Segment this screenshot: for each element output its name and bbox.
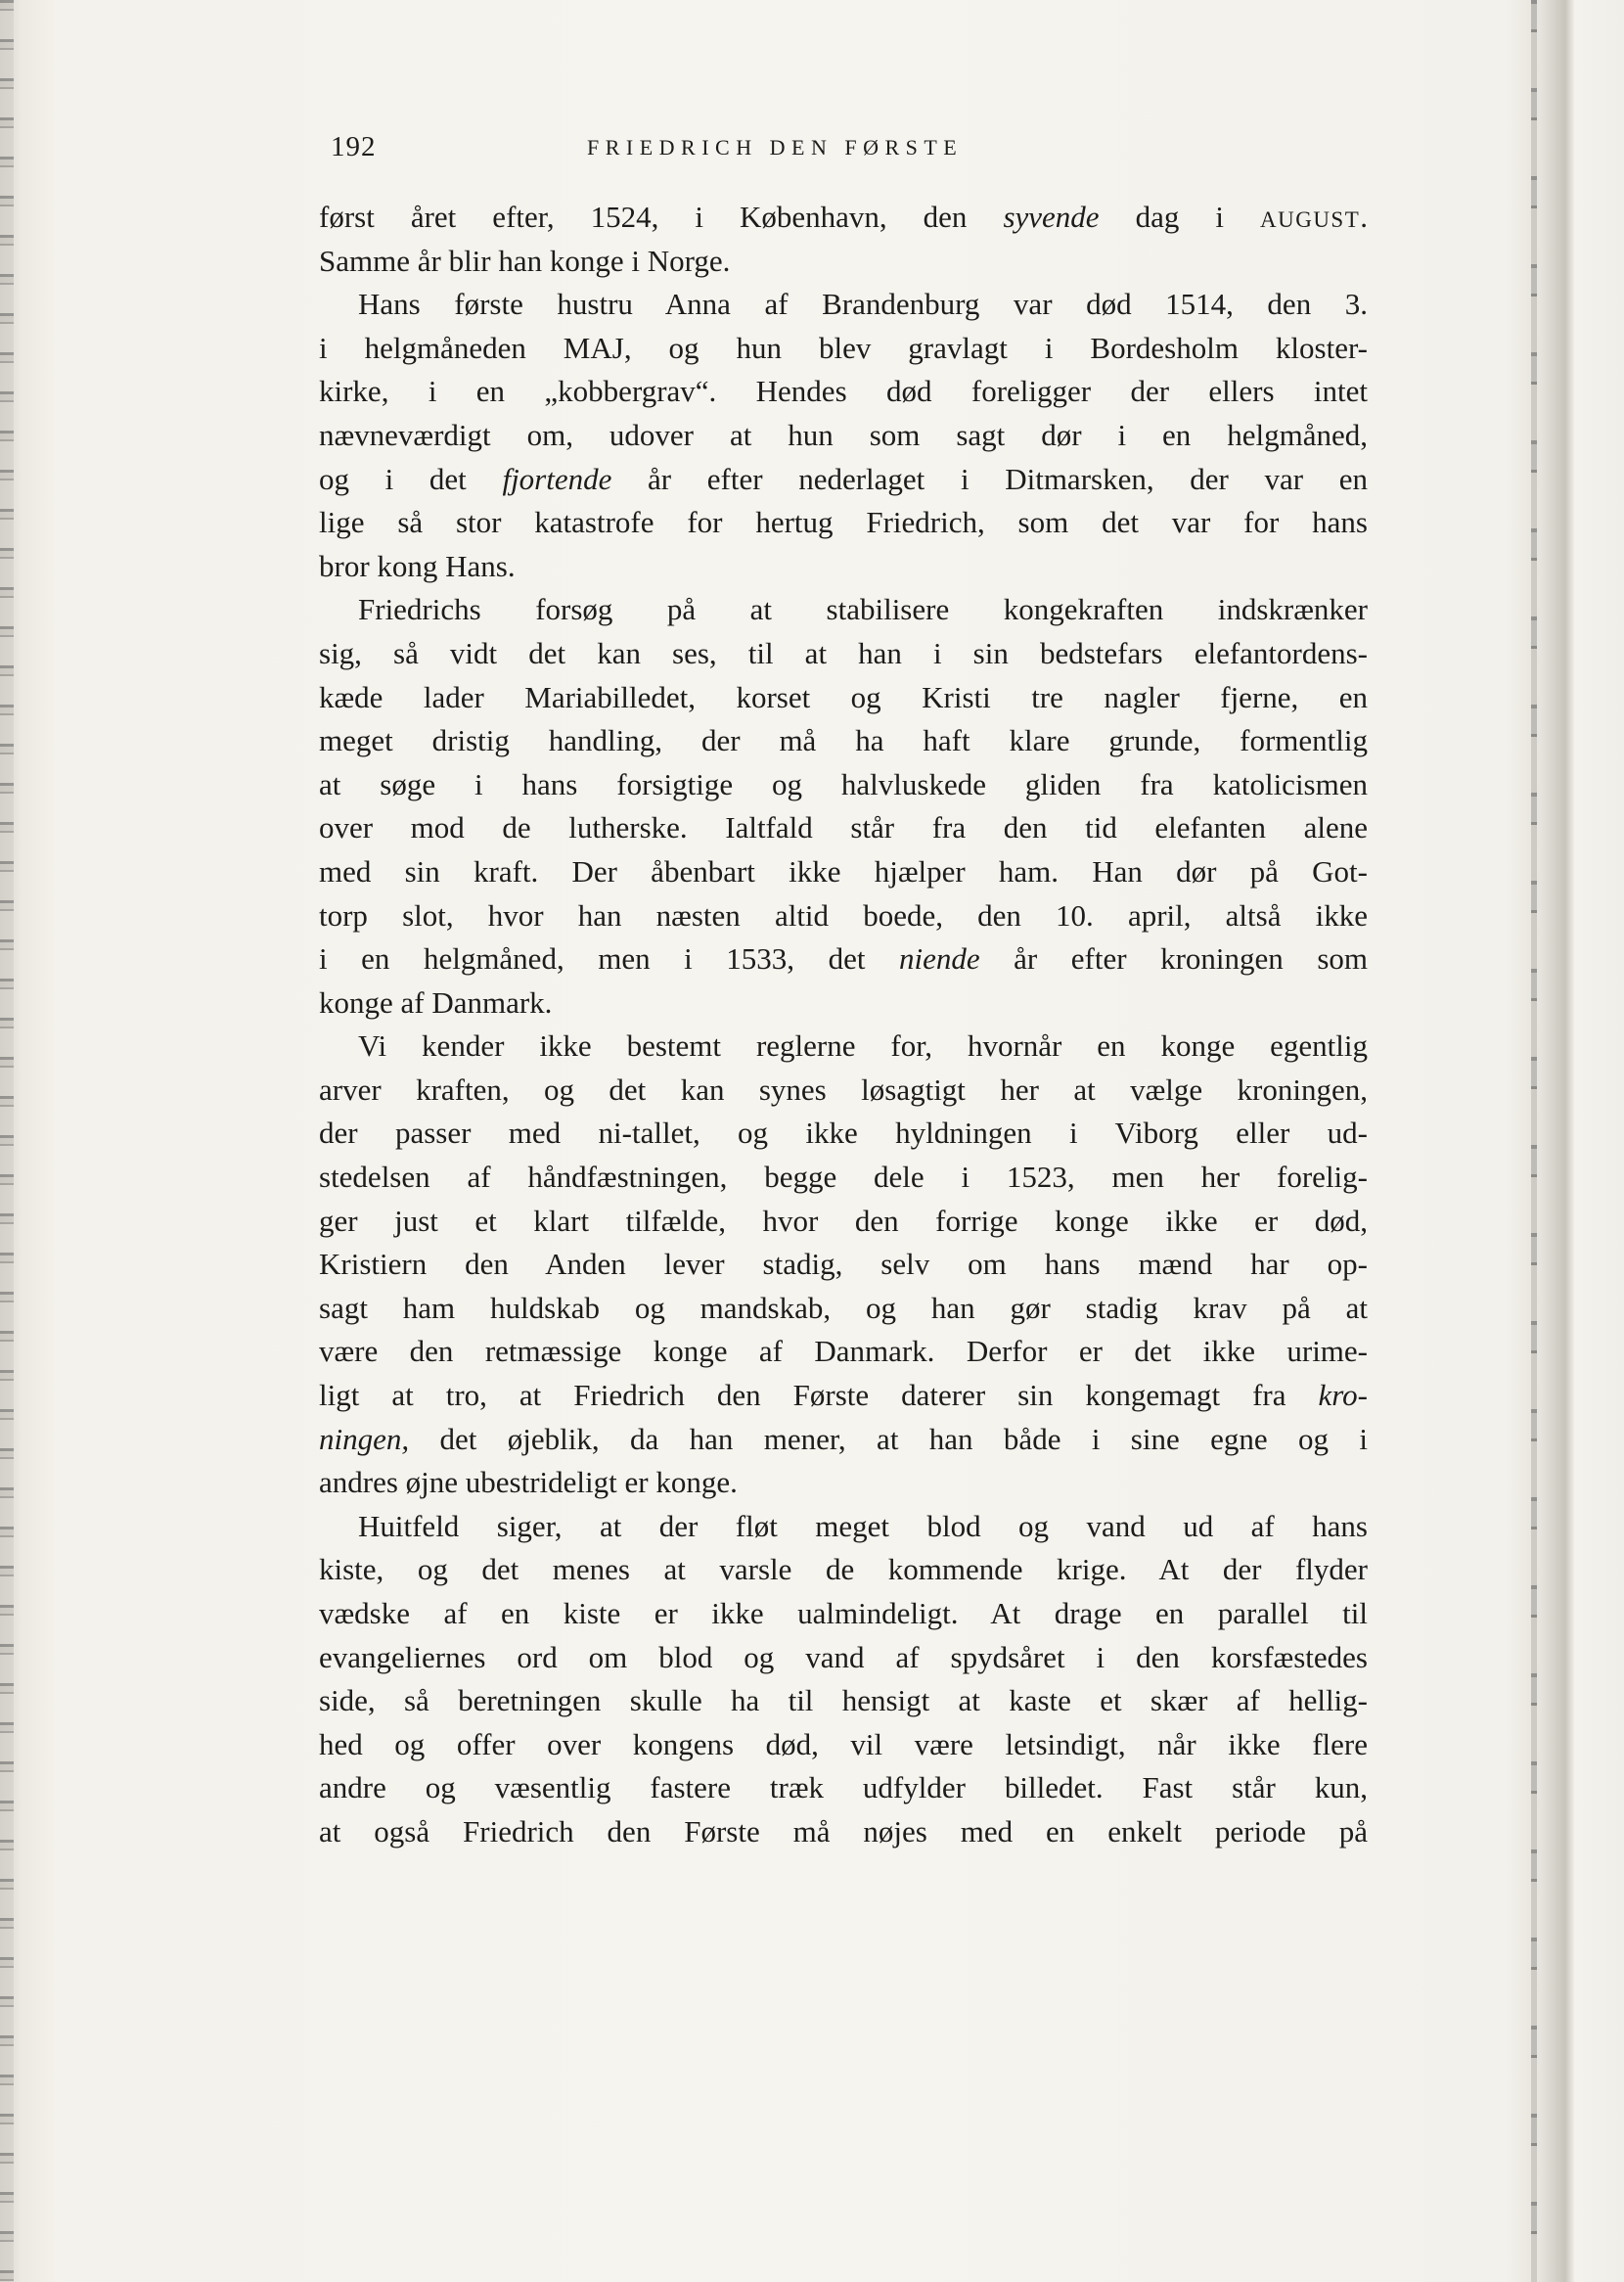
text-line [319, 458, 1368, 502]
text-line [319, 1243, 1368, 1287]
text-run: år efter nederlaget i Ditmarsken, der var en [611, 461, 1368, 496]
text-line [319, 1025, 1368, 1069]
text-line [319, 937, 1368, 981]
text-line [319, 1461, 1368, 1505]
text-run: sagt ham huldskab og mandskab, og han gør stadig krav på at [319, 1290, 1368, 1325]
text-run: kiste, og det menes at varsle de kommende krige. At der flyder [319, 1552, 1368, 1587]
text-run: nævneværdigt om, udover at hun som sagt dør i en helgmåned, [319, 417, 1368, 452]
body-text [319, 196, 1368, 1854]
text-run: være den retmæssige konge af Danmark. Derfor er det ikke urime- [319, 1334, 1368, 1369]
text-line [319, 719, 1368, 763]
running-title: FRIEDRICH DEN FØRSTE [587, 135, 964, 160]
text-run: arver kraften, og det kan synes løsagtigt her at vælge kroningen, [319, 1072, 1368, 1107]
text-run: i en helgmåned, men i 1533, det [319, 941, 899, 977]
text-run: hed og offer over kongens død, vil være letsindigt, når ikke flere [319, 1726, 1368, 1761]
text-run: sig, så vidt det kan ses, til at han i sin bedstefars elefantordens- [319, 635, 1368, 670]
italic-text: niende [898, 941, 980, 977]
text-run: meget dristig handling, der må ha haft klare grunde, formentlig [319, 723, 1368, 758]
text-run: i helgmåneden MAJ, og hun blev gravlagt i Bordesholm kloster- [319, 330, 1368, 365]
page-edge-shadow-right [1531, 0, 1537, 2282]
text-run: kæde lader Mariabilledet, korset og Kristi tre nagler fjerne, en [319, 679, 1368, 714]
text-run: konge af Danmark. [319, 984, 553, 1020]
text-line [319, 1505, 1368, 1549]
text-run: Samme år blir han konge i Norge. [319, 243, 731, 278]
text-line [319, 1156, 1368, 1200]
text-run: Friedrichs forsøg på at stabilisere kongekraften indskrænker [358, 592, 1368, 627]
text-line [319, 545, 1368, 589]
text-run: at også Friedrich den Første må nøjes med en enkelt periode på [319, 1813, 1368, 1848]
text-line [319, 806, 1368, 850]
text-run: og i det [319, 461, 503, 496]
italic-text: ningen, [319, 1421, 410, 1456]
text-run: Hans første hustru Anna af Brandenburg var død 1514, den 3. [358, 287, 1368, 322]
text-line [319, 1330, 1368, 1374]
text-run: kirke, i en „kobbergrav“. Hendes død foreligger der ellers intet [319, 374, 1368, 409]
text-run: andre og væsentlig fastere træk udfylder billedet. Fast står kun, [319, 1770, 1368, 1805]
text-line [319, 1810, 1368, 1854]
text-line [319, 1723, 1368, 1767]
small-caps-text: AUGUST [1259, 207, 1361, 232]
text-line [319, 240, 1368, 284]
text-line [319, 1548, 1368, 1592]
text-line [319, 588, 1368, 632]
text-run: lige så stor katastrofe for hertug Friedrich, som det var for hans [319, 505, 1368, 540]
text-line [319, 196, 1368, 240]
italic-text: syvende [1003, 200, 1100, 234]
text-run: torp slot, hvor han næsten altid boede, den 10. april, altså ikke [319, 897, 1368, 933]
text-line [319, 501, 1368, 545]
text-line [319, 283, 1368, 327]
italic-text: kro- [1318, 1378, 1368, 1413]
text-line [319, 1766, 1368, 1810]
text-run: vædske af en kiste er ikke ualmindeligt. At drage en parallel til [319, 1596, 1368, 1630]
text-line [319, 850, 1368, 894]
text-run: evangeliernes ord om blod og vand af spydsåret i den korsfæstedes [319, 1639, 1368, 1674]
text-run: ligt at tro, at Friedrich den Første daterer sin kongemagt fra [319, 1378, 1319, 1413]
text-line [319, 1374, 1368, 1418]
text-run: det øjeblik, da han mener, at han både i sine egne og i [409, 1421, 1368, 1456]
text-run: . [1360, 200, 1369, 234]
text-run: der passer med ni-tallet, og ikke hyldningen i Viborg eller ud- [319, 1116, 1368, 1151]
text-run: Kristiern den Anden lever stadig, selv om hans mænd har op- [319, 1247, 1368, 1282]
text-line [319, 414, 1368, 458]
page-number: 192 [331, 131, 377, 162]
text-line [319, 676, 1368, 720]
text-line [319, 1679, 1368, 1723]
text-run: Vi kender ikke bestemt reglerne for, hvornår en konge egentlig [358, 1028, 1368, 1064]
text-line [319, 1200, 1368, 1244]
text-run: over mod de lutherske. Ialtfald står fra den tid elefanten alene [319, 810, 1368, 845]
text-line [319, 981, 1368, 1026]
text-run: at søge i hans forsigtige og halvluskede gliden fra katolicismen [319, 766, 1368, 801]
text-line [319, 763, 1368, 807]
text-line [319, 370, 1368, 414]
text-line [319, 632, 1368, 676]
text-run: andres øjne ubestrideligt er konge. [319, 1465, 738, 1500]
text-run: bror kong Hans. [319, 548, 516, 583]
text-run: ger just et klart tilfælde, hvor den forrige konge ikke er død, [319, 1203, 1368, 1238]
text-line [319, 327, 1368, 371]
italic-text: fjortende [502, 461, 612, 496]
text-run: side, så beretningen skulle ha til hensigt at kaste et skær af hellig- [319, 1683, 1368, 1718]
text-line [319, 1418, 1368, 1462]
text-line [319, 894, 1368, 938]
text-run: med sin kraft. Der åbenbart ikke hjælper ham. Han dør på Got- [319, 853, 1368, 889]
text-line [319, 1592, 1368, 1636]
running-head [331, 131, 1397, 170]
text-run: stedelsen af håndfæstningen, begge dele i 1523, men her forelig- [319, 1160, 1368, 1195]
text-run: dag i [1099, 200, 1260, 234]
page-edge-shadow-left [0, 0, 14, 2282]
text-line [319, 1636, 1368, 1680]
text-line [319, 1112, 1368, 1156]
text-run: først året efter, 1524, i København, den [319, 200, 1004, 234]
text-run: år efter kroningen som [979, 941, 1368, 977]
text-line [319, 1069, 1368, 1113]
text-run: Huitfeld siger, at der fløt meget blod og vand ud af hans [358, 1508, 1368, 1543]
text-line [319, 1287, 1368, 1331]
